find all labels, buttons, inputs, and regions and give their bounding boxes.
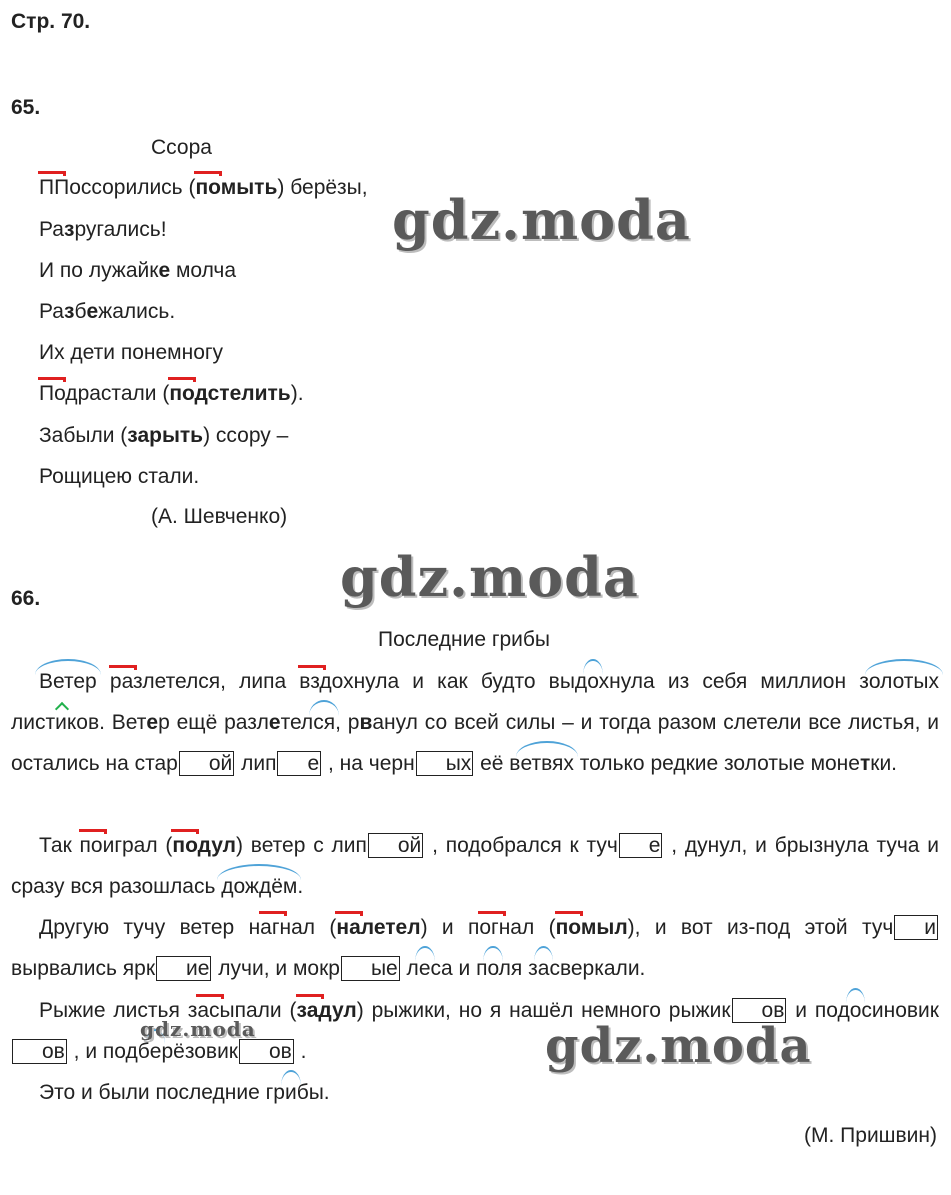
poem-line-6: Подрастали (подстелить). (39, 382, 304, 405)
watermark: gdz.moda (340, 545, 639, 609)
text-title: Последние грибы (378, 628, 551, 651)
poem-author: (А. Шевченко) (151, 505, 288, 528)
text-author: (М. Пришвин) (804, 1124, 937, 1147)
poem-line-8: Рощицею стали. (39, 465, 200, 488)
paragraph-3: Другую тучу ветер нагнал (налетел) и погнал (помыл), и вот из-под этой туч и вырвались ярк ие лучи, и мокр ые леса и поля засверкали. (11, 916, 936, 980)
poem-line-7: Забыли (зарыть) ссору – (39, 424, 289, 447)
poem-line-2: Разругались! (39, 218, 167, 241)
paragraph-1: Ветер разлетелся, липа вздохнула и как будто выдохнула из себя миллион золотых листиков. Ветер ещё разлетелся, рванул со всей силы – и тогда разом слетели все листья, и остались на стар ой лип е , на черн ых её ветвях только редкие золотые монетки. (11, 670, 939, 775)
poem-line-5: Их дети понемногу (39, 341, 224, 364)
watermark: gdz.moda (140, 1017, 256, 1041)
paragraph-4: Рыжие листья засыпали (задул) рыжики, но я нашёл немного рыжик ов и подосиновиков , и подберёзовик ов . (11, 990, 939, 1072)
poem-line-1: ППоссорились (помыть) берёзы, (39, 176, 368, 199)
paragraph-5: Это и были последние грибы. (39, 1081, 330, 1104)
poem-line-4: Разбежались. (39, 300, 176, 323)
poem-line-3: И по лужайке молча (39, 259, 237, 282)
poem-title: Ссора (151, 136, 212, 159)
watermark: gdz.moda (545, 1018, 812, 1074)
watermark: gdz.moda (392, 188, 691, 252)
exercise-66-number: 66. (11, 587, 41, 610)
paragraph-2: Так поиграл (подул) ветер с лип ой , подобрался к туч е , дунул, и брызнула туча и сразу вся разошлась дождём. (11, 834, 939, 898)
exercise-65-number: 65. (11, 96, 41, 119)
page-header: Стр. 70. (11, 10, 91, 33)
